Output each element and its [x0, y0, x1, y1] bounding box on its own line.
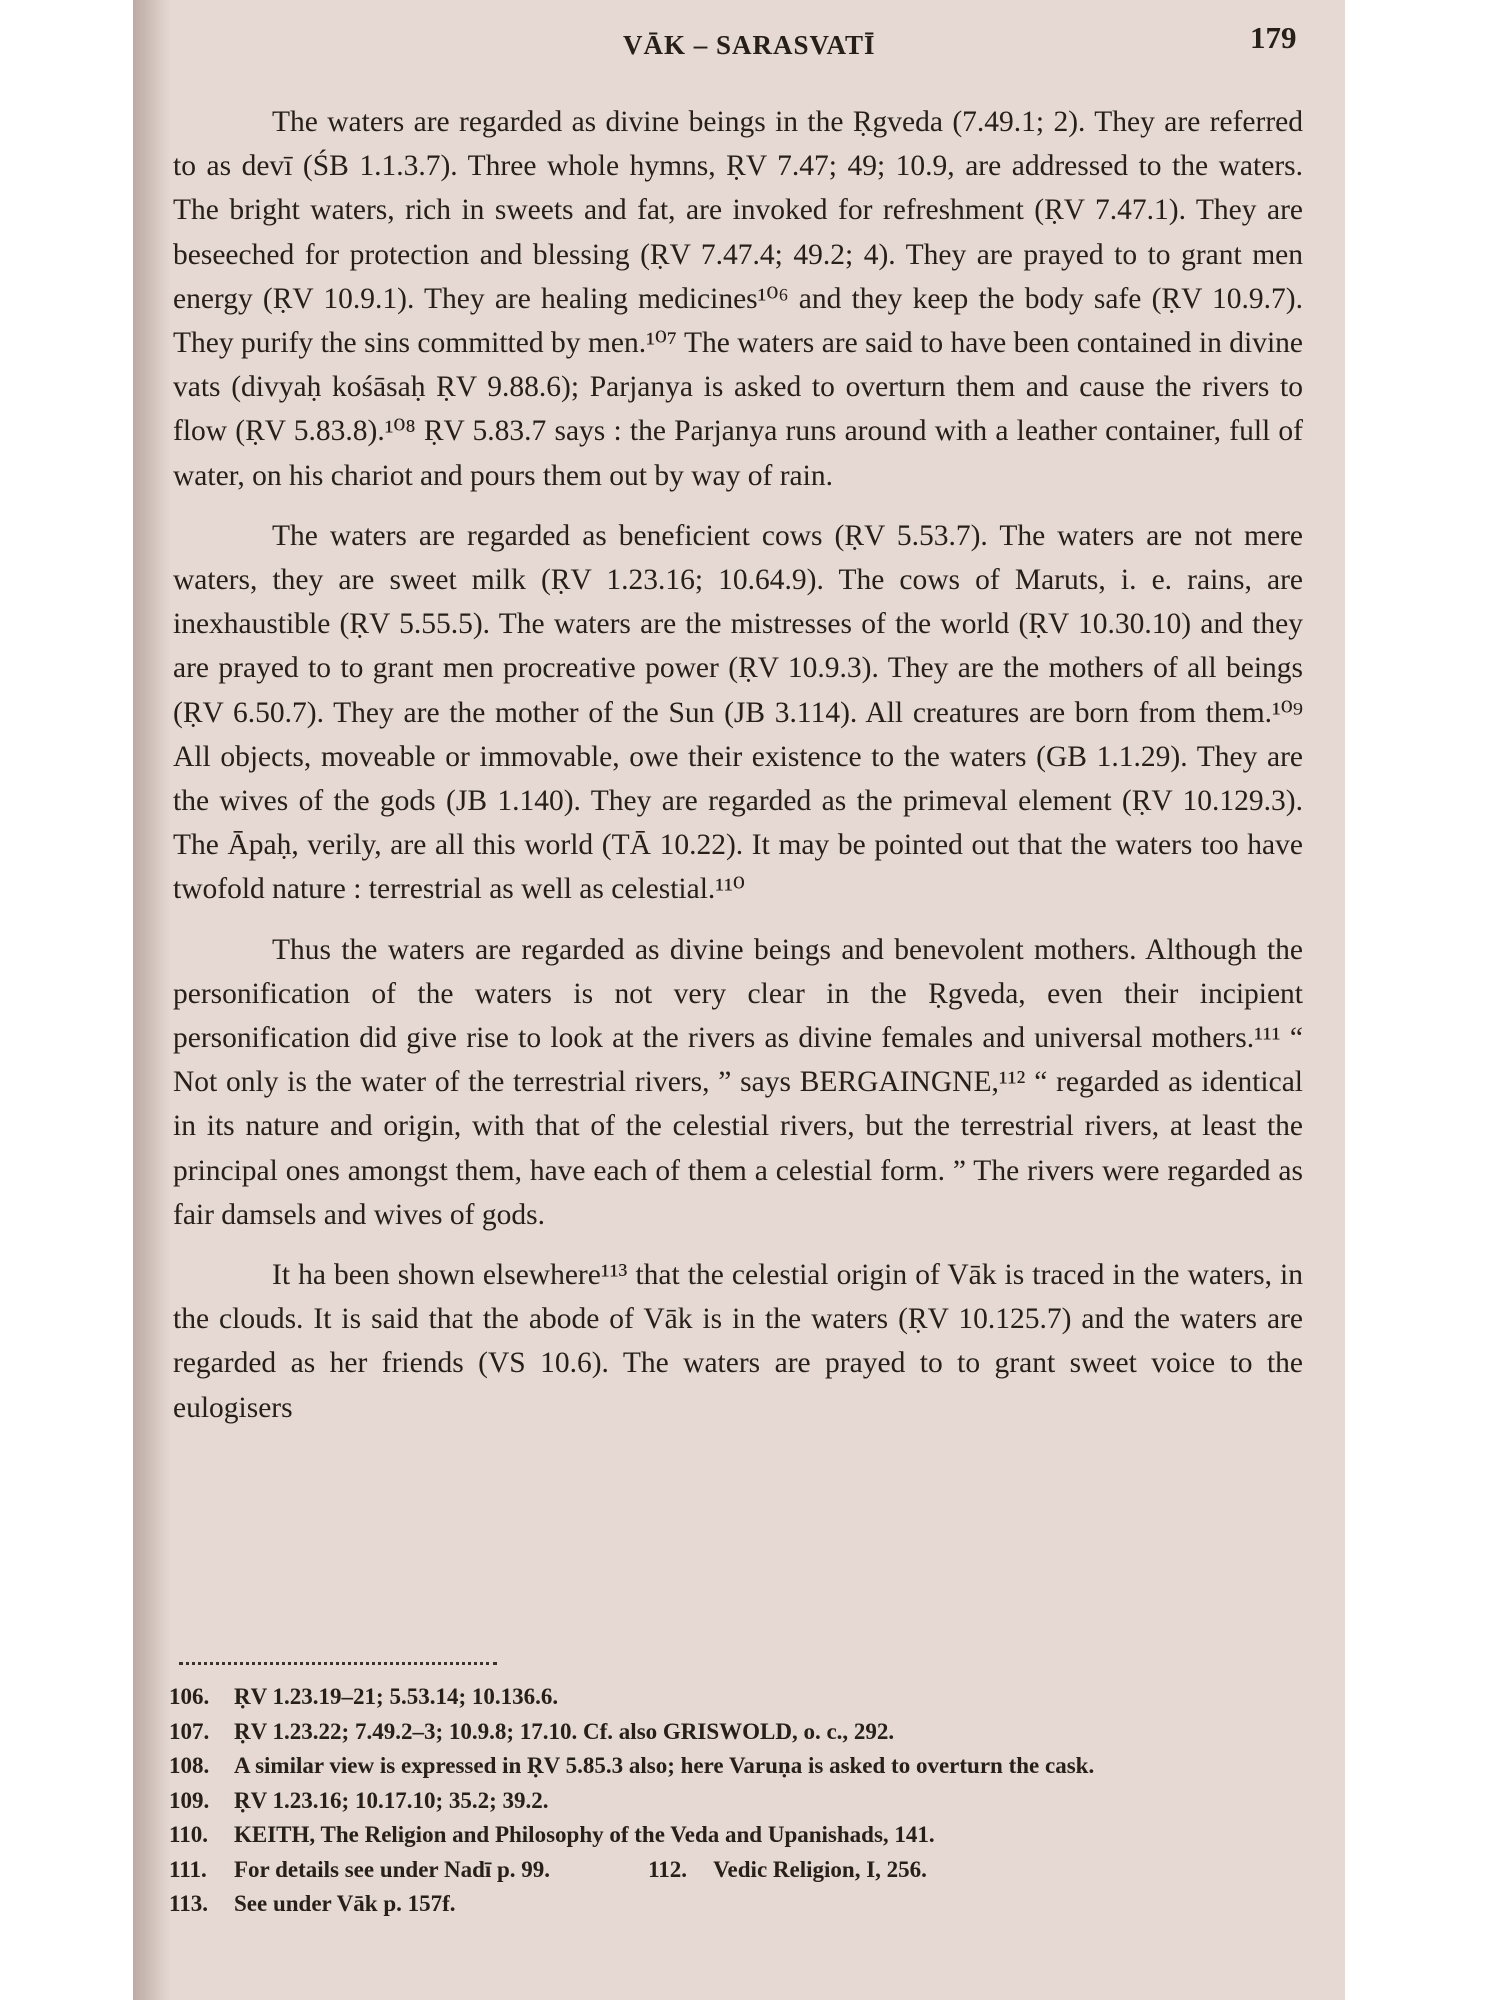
book-page	[133, 0, 1345, 2000]
footnote-text: Vedic Religion, I, 256.	[713, 1856, 927, 1882]
footnote-text: ṚV 1.23.16; 10.17.10; 35.2; 39.2.	[234, 1787, 549, 1813]
footnote-number: 107.	[169, 1718, 210, 1744]
page-gutter-shadow	[133, 0, 171, 2000]
footnote-item	[169, 1784, 1319, 1819]
footnote-item	[169, 1715, 1319, 1750]
running-header: VĀK – SARASVATĪ	[623, 30, 876, 60]
footnote-text: For details see under Nadī p. 99.	[234, 1856, 551, 1882]
footnote-number: 113.	[169, 1891, 208, 1916]
footnote-text: ṚV 1.23.19–21; 5.53.14; 10.136.6.	[234, 1684, 559, 1709]
footnote-number: 112.	[648, 1856, 688, 1882]
footnote-text: See under Vāk p. 157f.	[234, 1891, 456, 1916]
footnote-number: 111.	[169, 1856, 207, 1882]
footnote-number: 106.	[169, 1684, 210, 1709]
paragraph: The waters are regarded as divine beings in the Ṛgveda (7.49.1; 2). They are referred to as devī (ŚB 1.1.3.7). Three whole hymns, ṚV 7.47; 49; 10.9, are addressed to the waters. The bright waters, rich in sweets and fat, are invoked for refreshment (ṚV 7.47.1). They are beseeched for protection and blessing (ṚV 7.47.4; 49.2; 4). They are prayed to to grant men energy (ṚV 10.9.1). They are healing medicines¹⁰⁶ and they keep the body safe (ṚV 10.9.7). They purify the sins committed by men.¹⁰⁷ The waters are said to have been contained in divine vats (divyaḥ kośāsaḥ ṚV 9.88.6); Parjanya is asked to overturn them and cause the rivers to flow (ṚV 5.83.8).¹⁰⁸ ṚV 5.83.7 says : the Parjanya runs around with a leather container, full of water, on his chariot and pours them out by way of rain.	[173, 106, 1303, 492]
page-number: 179	[1250, 20, 1297, 55]
footnote-text: A similar view is expressed in ṚV 5.85.3 also; here Varuṇa is asked to overturn the cask.	[234, 1753, 1095, 1778]
footnote-divider	[179, 1662, 497, 1665]
footnote-item	[169, 1853, 1319, 1888]
body-text	[173, 100, 1303, 1446]
footnotes	[169, 1680, 1319, 1922]
footnote-item	[169, 1887, 1319, 1922]
paragraph: The waters are regarded as beneficient cows (ṚV 5.53.7). The waters are not mere waters, they are sweet milk (ṚV 1.23.16; 10.64.9). The cows of Maruts, i. e. rains, are inexhaustible (ṚV 5.55.5). The waters are the mistresses of the world (ṚV 10.30.10) and they are prayed to to grant men procreative power (ṚV 10.9.3). They are the mothers of all beings (ṚV 6.50.7). They are the mother of the Sun (JB 3.114). All creatures are born from them.¹⁰⁹ All objects, moveable or immovable, owe their existence to the waters (GB 1.1.29). They are the wives of the gods (JB 1.140). They are regarded as the primeval element (ṚV 10.129.3). The Āpaḥ, verily, are all this world (TĀ 10.22). It may be pointed out that the waters too have twofold nature : terrestrial as well as celestial.¹¹⁰	[173, 519, 1303, 906]
footnote-item	[169, 1680, 1319, 1715]
paragraph: Thus the waters are regarded as divine beings and benevolent mothers. Although the personification of the waters is not very clear in the Ṛgveda, even their incipient personification did give rise to look at the rivers as divine females and universal mothers.¹¹¹ “ Not only is the water of the terrestrial rivers, ” says BERGAINGNE,¹¹² “ regarded as identical in its nature and origin, with that of the celestial rivers, but the terrestrial rivers, at least the principal ones amongst them, have each of them a celestial form. ” The rivers were regarded as fair damsels and wives of gods.	[173, 933, 1303, 1231]
footnote-text: KEITH, The Religion and Philosophy of the Veda and Upanishads, 141.	[234, 1822, 935, 1847]
footnote-number: 109.	[169, 1787, 210, 1813]
footnote-number: 108.	[169, 1753, 210, 1778]
paragraph: It ha been shown elsewhere¹¹³ that the celestial origin of Vāk is traced in the waters, in the clouds. It is said that the abode of Vāk is in the waters (ṚV 10.125.7) and the waters are regarded as her friends (VS 10.6). The waters are prayed to to grant sweet voice to the eulogisers	[173, 1259, 1303, 1424]
footnote-number: 110.	[169, 1822, 208, 1847]
footnote-item	[169, 1818, 1319, 1853]
footnote-item	[169, 1749, 1319, 1784]
footnote-text: ṚV 1.23.22; 7.49.2–3; 10.9.8; 17.10. Cf. also GRISWOLD, o. c., 292.	[234, 1718, 895, 1744]
